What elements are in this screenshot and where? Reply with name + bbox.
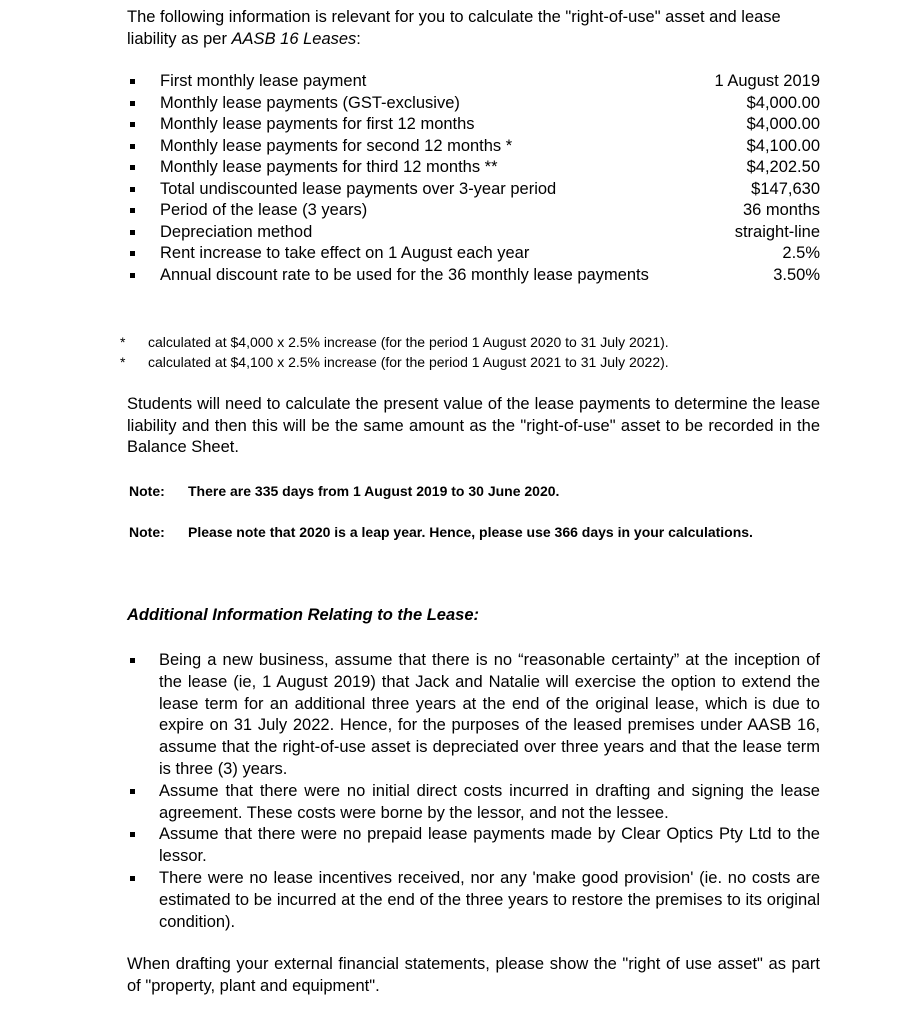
note [129, 481, 820, 501]
additional-info-item [127, 868, 820, 933]
bullet-icon [130, 79, 135, 84]
additional-info-item [127, 781, 820, 825]
additional-info-item [127, 824, 820, 868]
item-label: Monthly lease payments for first 12 months [160, 115, 475, 133]
closing-paragraph: When drafting your external financial statements, please show the "right of use asset" as part of "property, plant and equipment". [127, 955, 820, 995]
bullet-icon [130, 251, 135, 256]
bullet-icon [130, 876, 135, 881]
note-text: There are 335 days from 1 August 2019 to 30 June 2020. [188, 483, 560, 499]
item-value: 1 August 2019 [714, 72, 820, 90]
item-text: Being a new business, assume that there is no “reasonable certainty” at the inception of the lease (ie, 1 August 2019) that Jack and Natalie will exercise the option to extend the lease term for an additional three years at the end of the original lease, which is due to expire on 31 July 2022. Hence, for the purposes of the leased premises under AASB 16, assume that the right-of-use asset is depreciated over three years and that the lease term is three (3) years. [159, 651, 820, 778]
students-paragraph: Students will need to calculate the present value of the lease payments to determine the lease liability and then this will be the same amount as the "right-of-use" asset to be recorded in the Balance Sheet. [127, 395, 820, 456]
lease-detail-item [127, 265, 820, 287]
item-text: Assume that there were no prepaid lease payments made by Clear Optics Pty Ltd to the lessor. [159, 825, 820, 866]
item-text: Assume that there were no initial direct costs incurred in drafting and signing the lease agreement. These costs were borne by the lessor, and not the lessee. [159, 781, 820, 822]
lease-detail-item [127, 179, 820, 201]
intro-colon: : [356, 29, 361, 48]
note-label: Note: [129, 483, 165, 499]
intro-text: The following information is relevant for you to calculate the "right-of-use" asset and lease liability as per [127, 8, 781, 48]
item-value: 2.5% [782, 244, 820, 262]
lease-detail-item [127, 200, 820, 222]
note-text: Please note that 2020 is a leap year. Hence, please use 366 days in your calculations. [188, 524, 753, 540]
footnote-text: calculated at $4,000 x 2.5% increase (for the period 1 August 2020 to 31 July 2021). [148, 334, 669, 350]
item-value: 3.50% [773, 265, 820, 284]
item-label: Depreciation method [160, 222, 313, 241]
item-value: $4,202.50 [746, 158, 820, 176]
bullet-icon [130, 187, 135, 192]
bullet-icon [130, 658, 135, 663]
intro-paragraph [127, 7, 820, 50]
lease-detail-item [127, 157, 820, 179]
lease-detail-item [127, 136, 820, 158]
lease-detail-item [127, 71, 820, 93]
bullet-icon [130, 832, 135, 837]
additional-info-heading: Additional Information Relating to the Lease: [127, 606, 480, 624]
item-value: $147,630 [751, 179, 820, 198]
footnote-mark: * [120, 354, 126, 370]
bullet-icon [130, 273, 135, 278]
bullet-icon [130, 122, 135, 127]
item-value: $4,000.00 [746, 93, 820, 112]
bullet-icon [130, 165, 135, 170]
footnote-text: calculated at $4,100 x 2.5% increase (for the period 1 August 2021 to 31 July 2022). [148, 354, 669, 370]
item-label: Annual discount rate to be used for the 36 monthly lease payments [160, 265, 649, 284]
item-value: 36 months [742, 201, 820, 219]
item-label: Monthly lease payments (GST-exclusive) [160, 93, 460, 112]
bullet-icon [130, 230, 135, 235]
intro-standard-name: AASB 16 Leases [231, 29, 357, 48]
item-label: Total undiscounted lease payments over 3-year period [160, 179, 557, 198]
footnote [120, 352, 669, 372]
item-label: Period of the lease (3 years) [160, 201, 368, 219]
additional-info-list [127, 650, 820, 933]
lease-detail-item [127, 222, 820, 244]
note [129, 522, 820, 542]
item-label: Monthly lease payments for third 12 months ** [160, 158, 498, 176]
lease-detail-item [127, 114, 820, 136]
lease-detail-item [127, 93, 820, 115]
lease-detail-item [127, 243, 820, 265]
bullet-icon [130, 789, 135, 794]
additional-info-item [127, 650, 820, 781]
bullet-icon [130, 101, 135, 106]
item-label: Rent increase to take effect on 1 August each year [160, 244, 530, 262]
bullet-icon [130, 208, 135, 213]
item-value: $4,100.00 [746, 136, 820, 155]
item-label: First monthly lease payment [160, 72, 367, 90]
item-text: There were no lease incentives received, nor any 'make good provision' (ie. no costs are estimated to be incurred at the end of the three years to restore the premises to its original condition). [159, 868, 820, 931]
lease-details-list [127, 71, 820, 286]
item-value: straight-line [734, 222, 820, 241]
item-label: Monthly lease payments for second 12 months * [160, 136, 513, 155]
footnote-mark: * [120, 334, 126, 350]
note-label: Note: [129, 524, 165, 540]
item-value: $4,000.00 [746, 115, 820, 133]
bullet-icon [130, 144, 135, 149]
footnote [120, 332, 669, 352]
